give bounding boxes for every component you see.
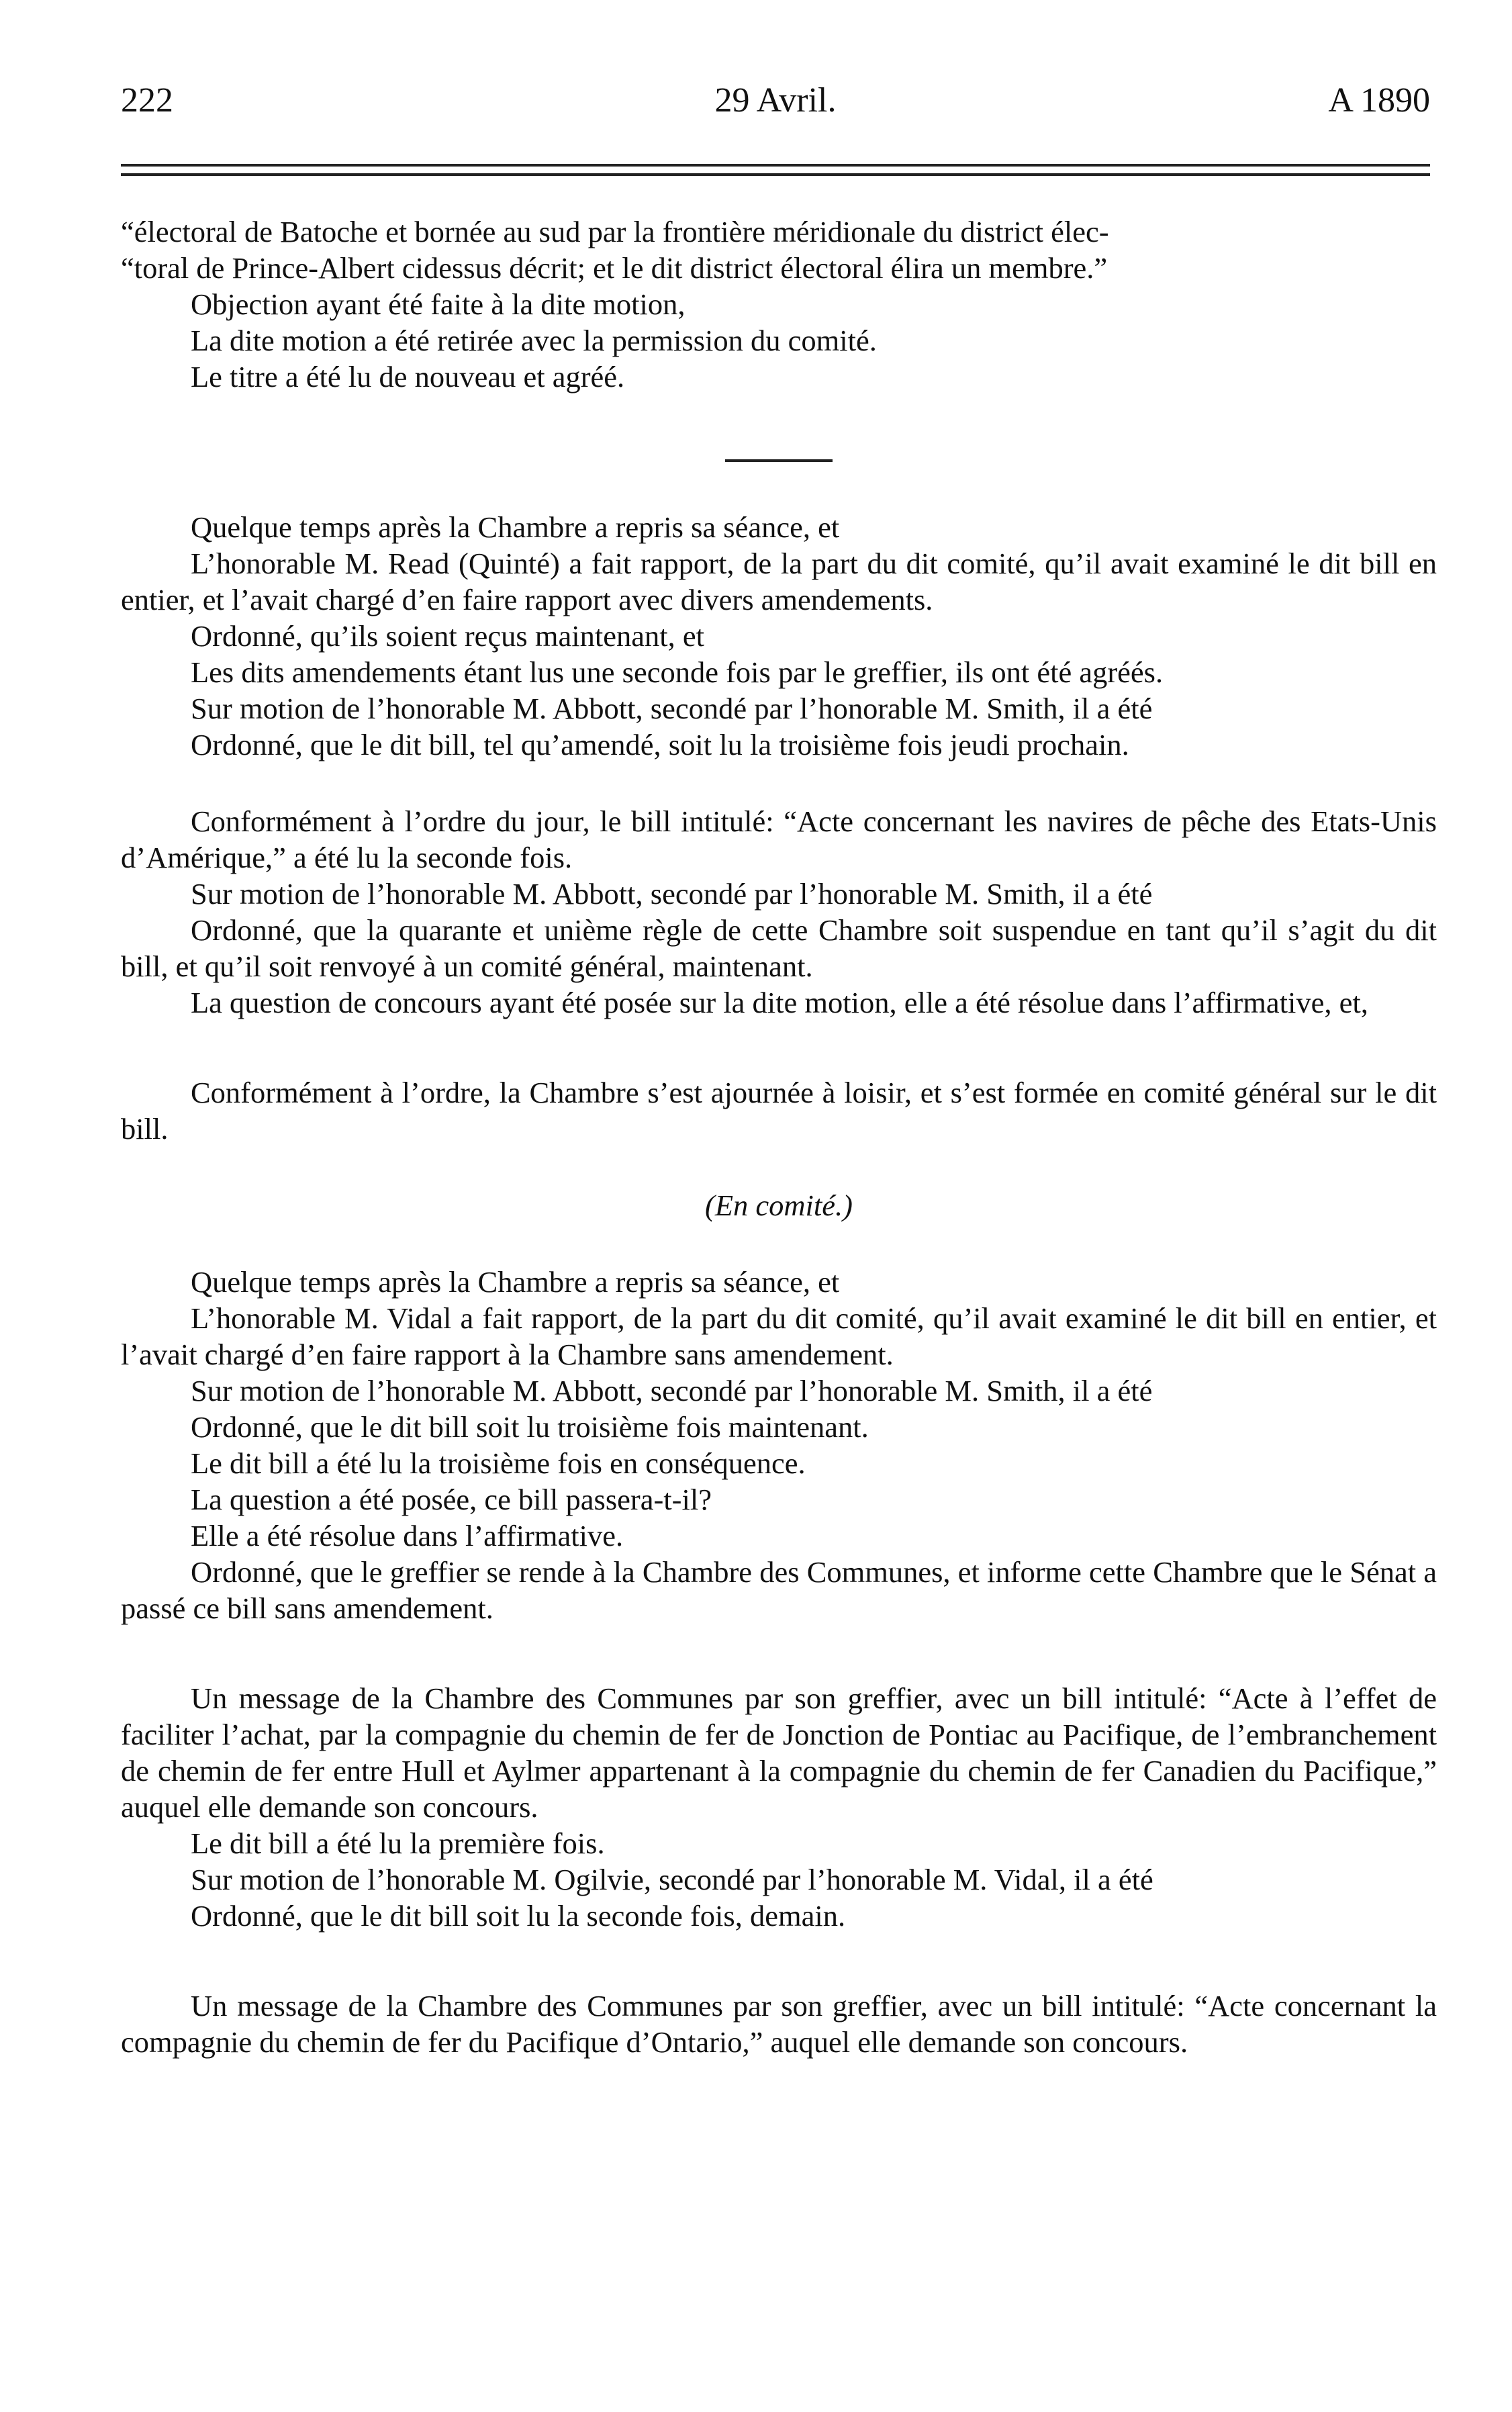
- en-comite-text: (En comité.): [705, 1189, 853, 1222]
- paragraph: La question de concours ayant été posée sur la dite motion, elle a été résolue dans l’affirmative, et,: [191, 986, 1368, 1019]
- paragraph: Quelque temps après la Chambre a repris sa séance, et: [191, 1265, 840, 1299]
- paragraph: Ordonné, que le greffier se rende à la Chambre des Communes, et informe cette Chambre que le Sénat a passé ce bill sans amendement.: [121, 1555, 1437, 1625]
- paragraph: Les dits amendements étant lus une seconde fois par le greffier, ils ont été agréés.: [191, 655, 1164, 689]
- paragraph: Le titre a été lu de nouveau et agréé.: [191, 360, 625, 393]
- header-rule-top: [121, 164, 1430, 167]
- paragraph: Ordonné, que la quarante et unième règle de cette Chambre soit suspendue en tant qu’il s’agit du dit bill, et qu’il soit renvoyé à un comité général, maintenant.: [121, 913, 1437, 983]
- paragraph: L’honorable M. Vidal a fait rapport, de la part du dit comité, qu’il avait examiné le dit bill en entier, et l’avait chargé d’en faire rapport à la Chambre sans amendement.: [121, 1301, 1437, 1371]
- paragraph: “toral de Prince-Albert cidessus décrit; et le dit district électoral élira un membre.”: [121, 251, 1108, 285]
- paragraph: Quelque temps après la Chambre a repris sa séance, et: [191, 510, 840, 544]
- header-rule-bottom: [121, 173, 1430, 176]
- paragraph: Ordonné, que le dit bill soit lu la seconde fois, demain.: [191, 1899, 846, 1933]
- paragraph: Sur motion de l’honorable M. Abbott, secondé par l’honorable M. Smith, il a été: [191, 1374, 1153, 1407]
- paragraph: Le dit bill a été lu la première fois.: [191, 1826, 605, 1860]
- paragraph: Le dit bill a été lu la troisième fois en conséquence.: [191, 1446, 806, 1480]
- paragraph: L’honorable M. Read (Quinté) a fait rapport, de la part du dit comité, qu’il avait examiné le dit bill en entier, et l’avait chargé d’en faire rapport avec divers amendements.: [121, 547, 1437, 616]
- paragraph: “électoral de Batoche et bornée au sud par la frontière méridionale du district élec-: [121, 215, 1109, 248]
- paragraph: La dite motion a été retirée avec la permission du comité.: [191, 324, 877, 357]
- paragraph: Ordonné, que le dit bill, tel qu’amendé, soit lu la troisième fois jeudi prochain.: [191, 728, 1129, 761]
- paragraph: Sur motion de l’honorable M. Abbott, secondé par l’honorable M. Smith, il a été: [191, 877, 1153, 911]
- paragraph: Un message de la Chambre des Communes par son greffier, avec un bill intitulé: “Acte concernant la compagnie du chemin de fer du Pacifique d’Ontario,” auquel elle demande son concours.: [121, 1989, 1437, 2059]
- document-body: [121, 214, 1437, 2060]
- paragraph: Conformément à l’ordre, la Chambre s’est ajournée à loisir, et s’est formée en comité général sur le dit bill.: [121, 1076, 1437, 1146]
- header-date: 29 Avril.: [714, 81, 837, 120]
- paragraph: Conformément à l’ordre du jour, le bill intitulé: “Acte concernant les navires de pêche des Etats-Unis d’Amérique,” a été lu la seconde fois.: [121, 804, 1437, 874]
- paragraph: Un message de la Chambre des Communes par son greffier, avec un bill intitulé: “Acte à l’effet de faciliter l’achat, par la compagnie du chemin de fer de Jonction de Pontiac au Pacifique, de l’embranchement de chemin de fer entre Hull et Aylmer appartenant à la compagnie du chemin de fer Canadien du Pacifique,” auquel elle demande son concours.: [121, 1681, 1437, 1824]
- en-comite-heading: [121, 1187, 1437, 1223]
- section-separator: [725, 459, 833, 462]
- paragraph: Sur motion de l’honorable M. Abbott, secondé par l’honorable M. Smith, il a été: [191, 692, 1153, 725]
- paragraph: Ordonné, que le dit bill soit lu troisième fois maintenant.: [191, 1410, 869, 1444]
- header-year: A 1890: [1328, 81, 1430, 120]
- running-header: [121, 81, 1430, 134]
- paragraph: La question a été posée, ce bill passera-t-il?: [191, 1483, 712, 1516]
- paragraph: Ordonné, qu’ils soient reçus maintenant, et: [191, 619, 704, 653]
- paragraph: Elle a été résolue dans l’affirmative.: [191, 1519, 624, 1552]
- paragraph: Objection ayant été faite à la dite motion,: [191, 287, 686, 321]
- paragraph: Sur motion de l’honorable M. Ogilvie, secondé par l’honorable M. Vidal, il a été: [191, 1863, 1153, 1896]
- page-number: 222: [121, 81, 173, 120]
